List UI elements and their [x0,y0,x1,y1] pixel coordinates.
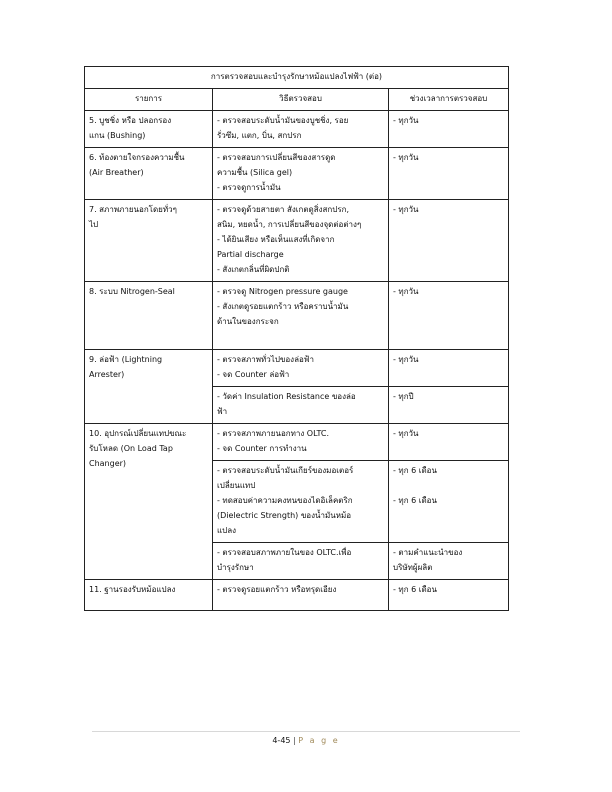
page-label: P a g e [298,736,340,745]
column-header-item: รายการ [85,89,213,111]
table-title-row [85,67,509,89]
item-cell [85,148,213,200]
method-text: - ตรวจดูรอยแตกร้าว หรือทรุดเอียง [217,585,337,594]
item-text: 10. อุปกรณ์เปลี่ยนแทปขณะ [89,429,187,438]
item-cell [85,350,213,424]
table-row [85,148,509,200]
item-cell [85,424,213,580]
method-text: - วัดค่า Insulation Resistance ของล่อ [217,392,356,401]
interval-cell [389,387,509,424]
interval-text: บริษัทผู้ผลิต [393,563,433,572]
method-text: - ตรวจสอบการเปลี่ยนสีของสารดูด [217,153,336,162]
table-row [85,580,509,611]
method-text: ความชื้น (Silica gel) [217,168,293,177]
interval-cell [389,111,509,148]
interval-text: - ทุก 6 เดือน [393,585,437,594]
interval-text: - ทุก 6 เดือน [393,496,437,505]
item-text: 7. สภาพภายนอกโดยทั่วๆ [89,205,177,214]
page-footer [0,736,612,745]
item-cell [85,580,213,611]
item-text: 9. ล่อฟ้า (Lightning [89,355,163,364]
item-text: รับโหลด (On Load Tap [89,444,173,453]
method-text: (Dielectric Strength) ของน้ำมันหม้อ [217,511,352,520]
interval-cell [389,461,509,543]
interval-text: - ทุกวัน [393,153,419,162]
interval-text: - ทุก 6 เดือน [393,466,437,475]
item-cell [85,282,213,350]
table-row [85,424,509,461]
table-row [85,111,509,148]
interval-cell [389,148,509,200]
interval-text: - ทุกวัน [393,429,419,438]
table-title: การตรวจสอบและบำรุงรักษาหม้อแปลงไฟฟ้า (ต่อ) [85,67,509,89]
method-text: - ตรวจสภาพภายนอกทาง OLTC. [217,429,330,438]
method-text: - จด Counter ล่อฟ้า [217,370,290,379]
method-cell [213,580,389,611]
method-text: รั่วซึม, แตก, บิ่น, สกปรก [217,131,302,140]
interval-text: - ทุกวัน [393,116,419,125]
item-cell [85,111,213,148]
interval-cell [389,543,509,580]
method-text: - ตรวจดูการน้ำมัน [217,183,281,192]
method-text: สนิม, หยดน้ำ, การเปลี่ยนสีของจุดต่อต่างๆ [217,220,362,229]
method-text: - ตรวจสอบสภาพภายในของ OLTC.เพื่อ [217,548,352,557]
interval-cell [389,282,509,350]
method-cell [213,461,389,543]
method-text: - ได้ยินเสียง หรือเห็นแสงที่เกิดจาก [217,235,335,244]
method-text: - ตรวจสอบระดับน้ำมันของบูชชิ่ง, รอย [217,116,349,125]
method-text: - ทดสอบค่าความคงทนของไดอิเล็คตริก [217,496,353,505]
method-text: แปลง [217,526,237,535]
method-cell [213,282,389,350]
column-header-interval: ช่วงเวลาการตรวจสอบ [389,89,509,111]
interval-text: - ทุกวัน [393,355,419,364]
method-cell [213,111,389,148]
method-text: Partial discharge [217,250,284,259]
footer-separator: | [293,736,296,745]
table-row [85,282,509,350]
method-text: - ตรวจดู Nitrogen pressure gauge [217,287,348,296]
interval-cell [389,350,509,387]
column-header-method: วิธีตรวจสอบ [213,89,389,111]
table-header-row [85,89,509,111]
item-text: 8. ระบบ Nitrogen-Seal [89,287,175,296]
footer-divider [92,731,520,732]
interval-text: - ทุกปี [393,392,414,401]
method-cell [213,543,389,580]
interval-text [393,478,504,493]
method-text: เปลี่ยนแทป [217,481,256,490]
item-text: แกน (Bushing) [89,131,146,140]
method-text: - สังเกตกลิ่นที่ผิดปกติ [217,265,290,274]
interval-text: - ตามคำแนะนำของ [393,548,463,557]
item-text: (Air Breather) [89,168,144,177]
item-text: 11. ฐานรองรับหม้อแปลง [89,585,176,594]
item-cell [85,200,213,282]
item-text: Changer) [89,459,127,468]
interval-cell [389,424,509,461]
method-text: - สังเกตดูรอยแตกร้าว หรือคราบน้ำมัน [217,302,349,311]
table-row [85,200,509,282]
method-cell [213,424,389,461]
inspection-table [84,66,509,611]
method-text: บำรุงรักษา [217,563,254,572]
method-text: - ตรวจสภาพทั่วไปของล่อฟ้า [217,355,314,364]
method-cell [213,387,389,424]
method-text: - ตรวจดูด้วยสายตา สังเกตดูสิ่งสกปรก, [217,205,349,214]
page-number: 4-45 [272,736,291,745]
method-text: ด้านในของกระจก [217,317,279,326]
item-text: Arrester) [89,370,125,379]
item-text: ไป [89,220,99,229]
method-cell [213,148,389,200]
item-text: 5. บูชชิ่ง หรือ ปลอกรอง [89,116,172,125]
method-cell [213,200,389,282]
method-text: - ตรวจสอบระดับน้ำมันเกียร์ของมอเตอร์ [217,466,354,475]
interval-text: - ทุกวัน [393,287,419,296]
item-text: 6. ท้องตายใจกรองความชื้น [89,153,185,162]
interval-text: - ทุกวัน [393,205,419,214]
method-cell [213,350,389,387]
method-text: - จด Counter การทำงาน [217,444,307,453]
method-text: ฟ้า [217,407,228,416]
interval-cell [389,200,509,282]
table-row [85,350,509,387]
interval-cell [389,580,509,611]
